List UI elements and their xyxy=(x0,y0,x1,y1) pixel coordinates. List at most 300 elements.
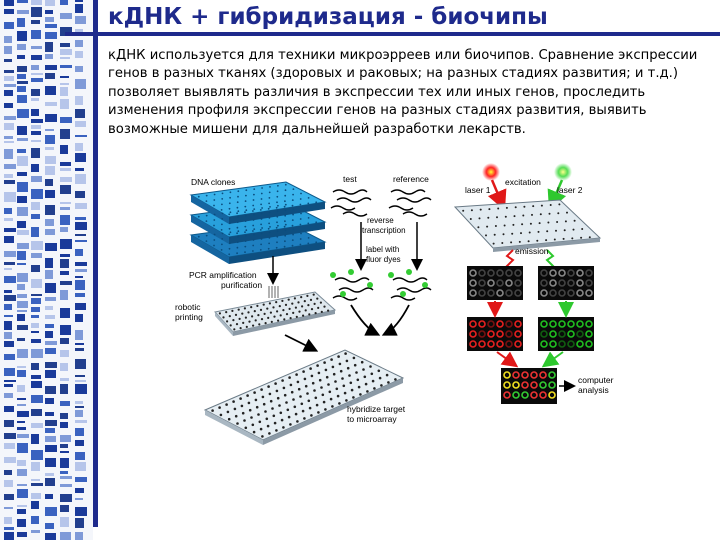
array-spot xyxy=(487,217,489,219)
gel-band xyxy=(60,0,68,5)
gel-band xyxy=(45,362,57,368)
array-spot xyxy=(589,236,591,238)
laser1-beam xyxy=(492,180,503,206)
array-spot xyxy=(250,416,253,419)
array-spot xyxy=(505,216,507,218)
array-spot xyxy=(243,419,246,422)
array-spot xyxy=(530,223,532,225)
printing-pins-icon xyxy=(269,286,278,298)
array-spot xyxy=(300,204,302,206)
array-spot xyxy=(364,376,367,379)
gel-band xyxy=(75,262,87,266)
gel-band xyxy=(31,315,39,318)
array-spot xyxy=(312,382,315,385)
array-spot xyxy=(230,324,232,326)
array-spot xyxy=(304,378,307,381)
gel-band xyxy=(45,24,57,28)
label-laser2: laser 2 xyxy=(557,185,583,195)
array-spot xyxy=(307,243,309,245)
array-spot xyxy=(229,208,231,210)
array-spot xyxy=(239,397,242,400)
array-spot xyxy=(296,316,298,318)
gel-band xyxy=(75,276,83,278)
array-spot xyxy=(277,210,279,212)
gel-band xyxy=(75,330,83,340)
array-spot xyxy=(269,217,271,219)
array-spot xyxy=(260,224,262,226)
array-spot xyxy=(236,212,238,214)
gel-band xyxy=(31,349,43,358)
array-spot xyxy=(221,244,223,246)
gel-band xyxy=(45,341,57,345)
array-spot xyxy=(546,230,548,232)
array-spot xyxy=(268,243,270,245)
gel-band xyxy=(45,229,55,235)
gel-band xyxy=(75,40,83,47)
label-purification: purification xyxy=(221,280,263,290)
array-spot xyxy=(237,216,239,218)
gel-band xyxy=(75,518,84,528)
gel-band xyxy=(45,494,53,499)
gel-band xyxy=(45,243,57,251)
array-spot xyxy=(282,426,285,429)
array-spot xyxy=(291,391,294,394)
gel-band xyxy=(4,276,16,283)
array-spot xyxy=(359,393,362,396)
array-spot xyxy=(320,386,323,389)
array-spot xyxy=(267,425,270,428)
array-spot xyxy=(340,370,343,373)
array-spot xyxy=(301,403,304,406)
array-spot xyxy=(262,396,265,399)
gel-band xyxy=(31,323,39,328)
gel-band xyxy=(4,457,16,463)
array-spot xyxy=(309,407,312,410)
gel-band xyxy=(60,471,68,474)
array-spot xyxy=(493,243,495,245)
array-spot xyxy=(233,328,235,330)
gel-band xyxy=(17,273,28,282)
array-spot xyxy=(213,225,215,227)
array-spot xyxy=(266,308,268,310)
array-spot xyxy=(237,227,239,229)
gel-band xyxy=(75,234,86,236)
array-spot xyxy=(296,420,299,423)
gel-band xyxy=(31,298,41,304)
array-spot xyxy=(249,409,252,412)
gel-band xyxy=(4,393,13,398)
array-spot xyxy=(320,302,322,304)
array-spot xyxy=(292,234,294,236)
gel-band xyxy=(45,458,56,467)
array-spot xyxy=(497,208,499,210)
gel-band xyxy=(17,310,27,312)
array-spot xyxy=(221,249,223,251)
gel-band xyxy=(17,207,28,216)
gel-band xyxy=(4,295,16,301)
gel-band xyxy=(45,445,57,452)
array-spot xyxy=(260,309,262,311)
gel-band xyxy=(4,532,14,540)
array-spot xyxy=(228,213,230,215)
array-spot xyxy=(313,294,315,296)
array-spot xyxy=(270,312,272,314)
array-spot xyxy=(276,201,278,203)
array-spot xyxy=(242,412,245,415)
gel-band xyxy=(45,370,56,378)
array-spot xyxy=(306,392,309,395)
gel-band xyxy=(31,202,40,210)
array-spot xyxy=(276,207,278,209)
array-spot xyxy=(245,220,247,222)
gel-band xyxy=(4,36,12,43)
array-spot xyxy=(251,315,253,317)
array-spot xyxy=(480,209,482,211)
gel-band xyxy=(17,349,28,358)
array-spot xyxy=(496,216,498,218)
gel-band xyxy=(60,185,71,194)
mrna-strands xyxy=(331,190,431,216)
array-spot xyxy=(310,414,313,417)
array-spot xyxy=(341,377,344,380)
array-spot xyxy=(222,316,224,318)
gel-band xyxy=(75,153,86,162)
array-spot xyxy=(302,370,305,373)
gel-band xyxy=(4,46,12,54)
gel-band xyxy=(31,55,42,60)
array-spot xyxy=(226,320,228,322)
array-spot xyxy=(532,205,534,207)
gel-band xyxy=(45,156,56,164)
gel-band xyxy=(4,354,15,360)
array-spot xyxy=(531,214,533,216)
array-spot xyxy=(372,380,375,383)
gel-band xyxy=(75,375,85,377)
array-spot xyxy=(198,196,200,198)
array-spot xyxy=(300,233,302,235)
gel-band xyxy=(45,420,57,426)
gel-band xyxy=(75,135,87,137)
gel-band xyxy=(4,164,16,169)
gel-band xyxy=(31,253,42,258)
array-spot xyxy=(293,228,295,230)
array-spot xyxy=(268,432,271,435)
array-spot xyxy=(298,311,300,313)
array-spot xyxy=(238,309,240,311)
array-spot xyxy=(271,321,273,323)
array-spot xyxy=(252,230,254,232)
array-spot xyxy=(316,364,319,367)
gel-band xyxy=(31,7,42,17)
hybridized-microarray xyxy=(205,350,403,445)
gel-band xyxy=(45,10,53,14)
gel-band xyxy=(60,87,68,96)
array-spot xyxy=(244,307,246,309)
array-spot xyxy=(283,387,286,390)
gel-band xyxy=(45,219,54,226)
array-spot xyxy=(344,392,347,395)
array-spot xyxy=(268,223,270,225)
array-spot xyxy=(486,226,488,228)
gel-band xyxy=(60,476,72,479)
array-spot xyxy=(260,204,262,206)
array-spot xyxy=(221,224,223,226)
gel-band xyxy=(4,192,16,202)
array-spot xyxy=(307,223,309,225)
array-spot xyxy=(284,394,287,397)
array-spot xyxy=(351,389,354,392)
array-spot xyxy=(260,229,262,231)
array-spot xyxy=(242,322,244,324)
array-spot xyxy=(285,184,287,186)
array-spot xyxy=(246,394,249,397)
array-spot xyxy=(275,429,278,432)
array-spot xyxy=(315,312,317,314)
gel-band xyxy=(31,0,42,5)
gel-band xyxy=(31,450,43,460)
array-spot xyxy=(245,209,247,211)
gel-band xyxy=(17,0,28,3)
gel-band xyxy=(17,294,27,298)
array-spot xyxy=(571,237,573,239)
label-hybridize-target: hybridize target xyxy=(347,404,406,414)
gel-band xyxy=(4,406,14,412)
gel-band xyxy=(45,306,53,310)
array-spot xyxy=(276,196,278,198)
gel-band xyxy=(60,259,69,268)
label-computer: computer xyxy=(578,375,614,385)
label-emission: emission xyxy=(515,246,549,256)
array-spot xyxy=(237,230,239,232)
gel-band xyxy=(75,303,86,310)
gel-band xyxy=(45,258,53,268)
array-spot xyxy=(547,222,549,224)
array-spot xyxy=(276,216,278,218)
array-spot xyxy=(229,237,231,239)
array-spot xyxy=(545,239,547,241)
array-spot xyxy=(276,310,278,312)
gel-band xyxy=(4,527,14,530)
array-spot xyxy=(322,394,325,397)
array-spot xyxy=(285,304,287,306)
gel-band xyxy=(75,406,84,408)
array-spot xyxy=(248,321,250,323)
gel-band xyxy=(17,196,27,203)
array-spot xyxy=(245,229,247,231)
array-spot xyxy=(337,355,340,358)
array-spot xyxy=(286,313,288,315)
array-spot xyxy=(355,371,358,374)
label-analysis: analysis xyxy=(578,385,609,395)
array-spot xyxy=(237,196,239,198)
array-spot xyxy=(297,301,299,303)
array-spot xyxy=(353,357,356,360)
array-spot xyxy=(564,229,566,231)
array-spot xyxy=(273,415,276,418)
gel-band xyxy=(75,240,87,242)
gel-band xyxy=(4,507,13,509)
gel-band xyxy=(60,215,70,225)
gel-band xyxy=(75,420,87,423)
gel-band xyxy=(75,222,87,230)
gel-band xyxy=(75,293,85,297)
array-spot xyxy=(253,214,255,216)
array-spot xyxy=(308,237,310,239)
gel-band xyxy=(17,81,28,84)
gel-band xyxy=(75,203,87,209)
array-spot xyxy=(319,379,322,382)
array-spot xyxy=(276,247,278,249)
gel-band xyxy=(31,483,43,486)
array-spot xyxy=(257,314,259,316)
gel-band xyxy=(75,174,86,184)
label-transcription: transcription xyxy=(362,226,406,235)
array-spot xyxy=(261,187,263,189)
gel-band xyxy=(4,116,16,120)
array-spot xyxy=(289,308,291,310)
array-spot xyxy=(277,185,279,187)
array-spot xyxy=(272,306,274,308)
array-spot xyxy=(308,197,310,199)
array-spot xyxy=(269,206,271,208)
array-spot xyxy=(305,309,307,311)
array-spot xyxy=(260,428,263,431)
array-spot xyxy=(309,367,312,370)
array-spot xyxy=(520,232,522,234)
arrow-to-hybridize xyxy=(285,335,315,350)
array-spot xyxy=(252,424,255,427)
array-spot xyxy=(354,364,357,367)
array-spot xyxy=(281,300,283,302)
array-spot xyxy=(206,235,208,237)
gel-band xyxy=(60,401,70,406)
gel-band xyxy=(31,265,40,272)
gel-band xyxy=(17,427,26,430)
array-spot xyxy=(307,203,309,205)
array-spot xyxy=(323,401,326,404)
array-spot xyxy=(245,189,247,191)
array-spot xyxy=(549,213,551,215)
array-spot xyxy=(276,227,278,229)
gel-band xyxy=(4,70,14,73)
gel-band xyxy=(60,13,72,19)
gel-band xyxy=(60,532,71,540)
array-spot xyxy=(245,235,247,237)
gel-band xyxy=(45,428,55,433)
gel-band xyxy=(75,96,83,105)
array-spot xyxy=(302,410,305,413)
gel-band xyxy=(31,98,39,101)
array-spot xyxy=(387,381,390,384)
gel-band xyxy=(31,227,39,237)
gel-band xyxy=(60,308,70,318)
gel-band xyxy=(4,174,13,178)
gel-band xyxy=(4,321,12,330)
gel-band xyxy=(75,79,86,89)
array-spot xyxy=(515,206,517,208)
array-spot xyxy=(253,239,255,241)
array-spot xyxy=(306,295,308,297)
gel-band xyxy=(75,498,83,500)
array-spot xyxy=(269,226,271,228)
gel-band xyxy=(60,363,68,371)
array-spot xyxy=(198,216,200,218)
array-spot xyxy=(284,220,286,222)
array-spot xyxy=(230,211,232,213)
gel-band xyxy=(4,443,15,449)
gel-band xyxy=(75,384,87,394)
array-spot xyxy=(317,307,319,309)
array-spot xyxy=(315,397,318,400)
array-spot xyxy=(232,400,235,403)
gel-band xyxy=(17,411,29,417)
array-spot xyxy=(198,236,200,238)
gel-band xyxy=(60,505,69,512)
array-spot xyxy=(269,197,271,199)
array-spot xyxy=(269,393,272,396)
array-spot xyxy=(301,305,303,307)
gel-band xyxy=(4,290,12,293)
gel-band xyxy=(75,143,83,151)
gel-band xyxy=(31,78,43,82)
array-spot xyxy=(250,306,252,308)
array-spot xyxy=(221,209,223,211)
gel-band xyxy=(31,279,42,288)
array-spot xyxy=(267,385,270,388)
array-spot xyxy=(299,395,302,398)
array-spot xyxy=(230,191,232,193)
array-spot xyxy=(206,200,208,202)
gel-band xyxy=(17,126,27,135)
gel-band xyxy=(4,228,16,232)
gel-band xyxy=(4,180,15,184)
array-spot xyxy=(321,311,323,313)
gel-band xyxy=(17,484,27,486)
array-spot xyxy=(300,213,302,215)
gel-band xyxy=(31,125,41,129)
gel-band xyxy=(45,436,56,442)
array-spot xyxy=(316,404,319,407)
gel-band xyxy=(75,532,83,540)
array-spot xyxy=(276,241,278,243)
array-spot xyxy=(292,205,294,207)
array-spot xyxy=(378,370,381,373)
array-spot xyxy=(245,427,248,430)
array-spot xyxy=(264,410,267,413)
gel-band xyxy=(17,489,28,498)
array-spot xyxy=(229,228,231,230)
array-spot xyxy=(357,379,360,382)
array-spot xyxy=(307,304,309,306)
array-spot xyxy=(253,194,255,196)
gel-band xyxy=(75,477,87,482)
array-spot xyxy=(366,390,369,393)
gel-band xyxy=(75,380,86,382)
array-spot xyxy=(300,238,302,240)
array-spot xyxy=(292,239,294,241)
array-spot xyxy=(278,404,281,407)
gel-band xyxy=(17,421,25,423)
array-spot xyxy=(261,207,263,209)
gel-band xyxy=(31,307,40,312)
label-label-with: label with xyxy=(366,245,400,254)
gel-band xyxy=(17,149,26,153)
array-spot xyxy=(316,298,318,300)
gel-band xyxy=(17,18,25,27)
array-spot xyxy=(228,233,230,235)
gel-band xyxy=(31,176,42,182)
array-spot xyxy=(254,310,256,312)
